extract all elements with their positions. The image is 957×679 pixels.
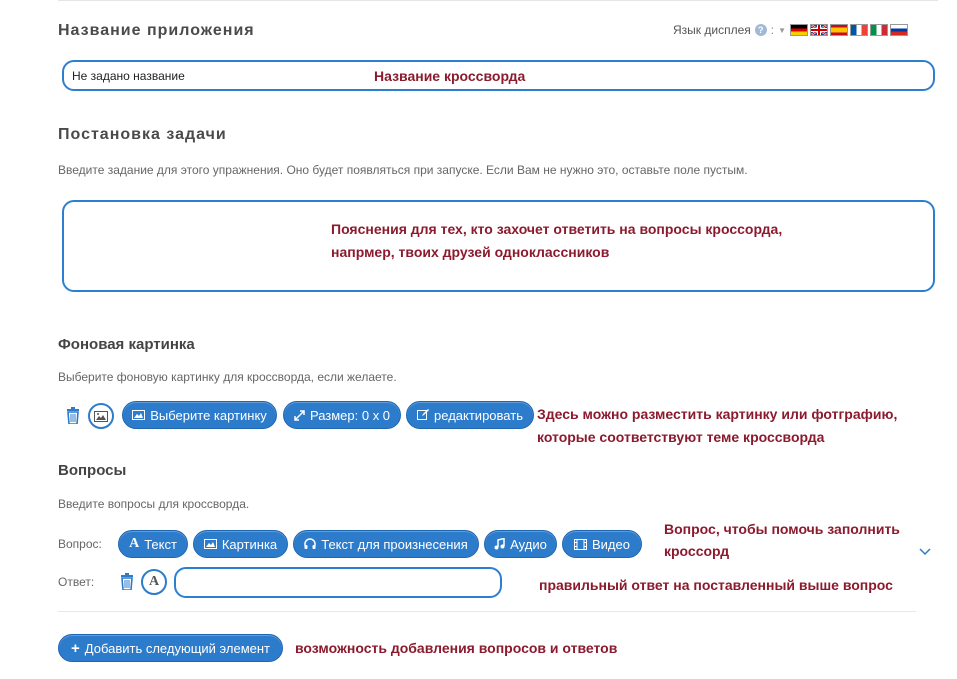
answer-input[interactable] [174, 567, 502, 598]
task-annotation-line2: напрмер, твоих друзей одноклассников [331, 244, 610, 260]
colon-separator: : [770, 23, 775, 37]
choose-picture-button[interactable] [122, 401, 277, 429]
question-picture-button[interactable] [193, 530, 288, 558]
resize-icon [294, 410, 305, 421]
edit-icon [417, 409, 429, 421]
image-icon [94, 411, 108, 422]
question-text-label: Текст [144, 536, 177, 552]
language-selector[interactable] [673, 23, 908, 37]
background-annotation-line2: которые соответствуют теме кроссворда [537, 429, 825, 445]
top-divider [58, 0, 938, 1]
task-hint: Введите задание для этого упражнения. Оно будет появляться при запуске. Если Вам не нужно это, оставьте поле пустым. [58, 163, 748, 177]
flag-fr-icon[interactable] [850, 24, 868, 36]
text-icon: A [129, 536, 140, 551]
size-label: Размер: 0 x 0 [309, 407, 391, 423]
app-name-value: Не задано название [72, 69, 185, 83]
image-icon [132, 410, 145, 420]
add-element-label: Добавить следующий элемент [84, 640, 270, 656]
film-icon [574, 539, 587, 550]
delete-background-icon[interactable] [65, 406, 81, 424]
question-speech-button[interactable] [293, 530, 479, 558]
background-hint: Выберите фоновую картинку для кроссворда, если желаете. [58, 370, 397, 384]
add-element-button[interactable] [58, 634, 283, 662]
flag-en-icon[interactable] [810, 24, 828, 36]
edit-label: редактировать [434, 407, 523, 423]
background-image-button[interactable] [88, 403, 114, 429]
task-heading: Постановка задачи [58, 126, 227, 143]
text-icon: A [148, 574, 160, 589]
question-annotation-line1: Вопрос, чтобы помочь заполнить [664, 521, 900, 537]
size-button[interactable] [283, 401, 401, 429]
chevron-down-icon[interactable] [919, 543, 931, 561]
background-heading: Фоновая картинка [58, 336, 195, 353]
language-label: Язык дисплея [673, 23, 751, 37]
dropdown-arrow-icon[interactable]: ▼ [778, 25, 787, 35]
plus-icon: + [71, 639, 80, 657]
questions-heading: Вопросы [58, 462, 127, 479]
app-name-annotation: Название кроссворда [374, 68, 526, 84]
question-text-button[interactable] [118, 530, 188, 558]
headphones-icon [304, 538, 316, 550]
question-audio-button[interactable] [484, 530, 557, 558]
question-video-label: Видео [592, 536, 630, 552]
music-icon [494, 538, 505, 550]
flags-list [790, 24, 908, 36]
answer-label: Ответ: [58, 575, 95, 589]
question-label: Вопрос: [58, 537, 102, 551]
help-icon[interactable]: ? [755, 24, 767, 36]
image-icon [204, 539, 217, 549]
answer-type-button[interactable] [141, 569, 167, 595]
app-name-heading: Название приложения [58, 22, 255, 39]
question-picture-label: Картинка [221, 536, 278, 552]
question-speech-label: Текст для произнесения [321, 536, 468, 552]
flag-es-icon[interactable] [830, 24, 848, 36]
task-annotation-line1: Пояснения для тех, кто захочет ответить на вопросы кроссорда, [331, 221, 783, 237]
add-element-annotation: возможность добавления вопросов и ответов [295, 640, 618, 656]
delete-answer-icon[interactable] [119, 572, 135, 590]
flag-de-icon[interactable] [790, 24, 808, 36]
question-annotation-line2: кроссорд [664, 543, 730, 559]
flag-ru-icon[interactable] [890, 24, 908, 36]
choose-picture-label: Выберите картинку [150, 407, 267, 423]
flag-it-icon[interactable] [870, 24, 888, 36]
question-audio-label: Аудио [510, 536, 547, 552]
background-annotation-line1: Здесь можно разместить картинку или фотграфию, [537, 406, 898, 422]
edit-picture-button[interactable] [406, 401, 534, 429]
question-video-button[interactable] [562, 530, 642, 558]
answer-annotation: правильный ответ на поставленный выше вопрос [539, 577, 893, 593]
questions-hint: Введите вопросы для кроссворда. [58, 497, 250, 511]
section-divider [58, 611, 916, 612]
